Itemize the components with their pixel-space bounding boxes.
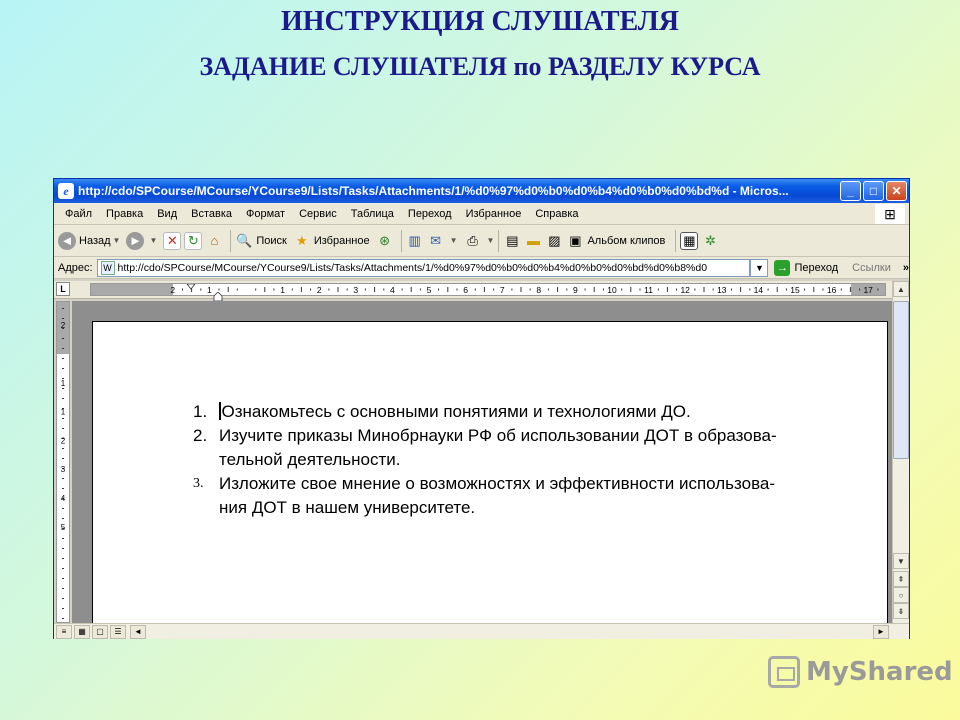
ruler-tick: [383, 289, 384, 291]
go-arrow-icon: →: [774, 260, 790, 276]
ruler-tick: [667, 287, 668, 292]
chevron-down-icon: ▼: [486, 236, 495, 245]
vruler-tick: [62, 608, 64, 609]
vruler-tick: [62, 318, 64, 319]
ruler-tick: [694, 289, 695, 291]
vruler-tick: [62, 548, 64, 549]
double-down-icon: ⇟: [897, 606, 905, 616]
menu-help[interactable]: Справка: [535, 207, 579, 220]
ruler-tick: [273, 289, 274, 291]
ruler-tick: [374, 287, 375, 292]
close-button[interactable]: ✕: [886, 181, 907, 201]
forward-arrow-icon: ►: [126, 232, 144, 250]
toolbar-divider: [230, 230, 231, 252]
vruler-tick: [62, 348, 64, 349]
ie-icon: e: [58, 183, 74, 199]
ruler-tick: [786, 289, 787, 291]
list-item-number: 3.: [193, 476, 204, 491]
back-button[interactable]: [58, 232, 120, 250]
list-item-line: тельной деятельности.: [219, 450, 401, 469]
vruler-tick: [62, 518, 64, 519]
home-icon[interactable]: ⌂: [210, 233, 219, 248]
vruler-number: 2: [60, 436, 66, 446]
menu-go[interactable]: Переход: [407, 207, 452, 220]
vertical-scrollbar[interactable]: [892, 281, 909, 623]
back-label: Назад: [79, 234, 111, 247]
address-dropdown-button[interactable]: [750, 259, 768, 277]
document-area: [72, 301, 892, 623]
menu-bar: [54, 203, 909, 225]
chevron-down-icon: ▼: [449, 236, 458, 245]
vertical-ruler[interactable]: [56, 301, 70, 623]
ruler-number: 1: [207, 285, 212, 295]
ruler-tick: [731, 289, 732, 291]
ruler-left-margin: [91, 284, 176, 295]
ruler-tick: [292, 289, 293, 291]
ruler-tick: [813, 287, 814, 292]
vruler-tick: [62, 428, 64, 429]
vruler-tick: [62, 308, 64, 309]
address-value: http://cdo/SPCourse/MCourse/YCourse9/Lists/Tasks/Attachments/1/%d0%97%d0%b0%d0%b4%d0%b0%d0%bd%d0%b8%d0: [117, 261, 708, 274]
vruler-tick: [62, 388, 64, 389]
ruler-tick: [713, 289, 714, 291]
address-input[interactable]: [97, 259, 751, 277]
vruler-tick: [62, 598, 64, 599]
previous-page-button[interactable]: [893, 571, 909, 587]
list-item-text: [219, 400, 691, 424]
ruler-number: 9: [573, 285, 578, 295]
ruler-tick: [493, 289, 494, 291]
menu-tools[interactable]: Сервис: [299, 207, 337, 220]
list-item-text: [219, 472, 775, 520]
ruler-tick: [658, 289, 659, 291]
ruler-number: 13: [717, 285, 727, 295]
ruler-tick: [484, 287, 485, 292]
vruler-tick: [62, 478, 64, 479]
document-page[interactable]: [92, 321, 888, 623]
chevron-down-icon: ▼: [149, 236, 158, 245]
ruler-tick: [823, 289, 824, 291]
address-label: Адрес:: [58, 261, 93, 274]
ruler-number: 5: [426, 285, 432, 295]
mail-icon[interactable]: ✉: [430, 232, 442, 248]
ruler-tick: [603, 289, 604, 291]
word-view-icon[interactable]: ▦: [680, 232, 698, 250]
ruler-number: 3: [353, 285, 359, 295]
vruler-tick: [62, 508, 64, 509]
ruler-number: 2: [316, 285, 322, 295]
menu-format[interactable]: Формат: [246, 207, 286, 220]
ruler-number: 16: [826, 285, 837, 295]
window-titlebar[interactable]: [54, 179, 909, 203]
print-icon[interactable]: ⎙: [467, 232, 478, 248]
slide-title-2: ЗАДАНИЕ СЛУШАТЕЛЯ по РАЗДЕЛУ КУРСА: [199, 52, 761, 81]
research-icon[interactable]: ▥: [408, 232, 421, 248]
page-icon: W: [101, 261, 115, 275]
chevron-down-icon: ▼: [897, 556, 905, 566]
normal-view-button[interactable]: ≡: [56, 625, 72, 639]
vruler-number: 2: [60, 321, 66, 331]
myshared-logo: [768, 656, 953, 688]
vruler-tick: [62, 578, 64, 579]
ruler-number: 12: [680, 285, 690, 295]
ruler-tick: [328, 289, 329, 291]
menu-insert[interactable]: Вставка: [191, 207, 233, 220]
circle-icon: ○: [898, 590, 904, 600]
favorites-label: Избранное: [313, 234, 370, 247]
vruler-tick: [62, 568, 64, 569]
horizontal-ruler[interactable]: [90, 283, 886, 296]
toolbar-divider: [401, 230, 402, 252]
address-bar: [54, 257, 909, 279]
ruler-tick: [530, 289, 531, 291]
menu-edit[interactable]: Правка: [106, 207, 144, 220]
chevron-right-icon: ►: [877, 627, 885, 636]
forward-button[interactable]: [126, 232, 157, 250]
ruler-tick: [749, 289, 750, 291]
go-label: Переход: [794, 261, 839, 274]
go-button[interactable]: [774, 260, 838, 276]
list-item-line: Изложите свое мнение о возможностях и эффективности использова-: [219, 474, 776, 493]
vruler-tick: [62, 418, 64, 419]
toolbar-divider: [675, 230, 676, 252]
ruler-tick: [548, 289, 549, 291]
vruler-tick: [62, 588, 64, 589]
ruler-tick: [877, 289, 878, 291]
ruler-tick: [447, 287, 448, 292]
window-title: http://cdo/SPCourse/MCourse/YCourse9/Lists/Tasks/Attachments/1/%d0%97%d0%b0%d0%b4%d0%b0%d0%bd%d - Micros...: [78, 184, 789, 198]
ruler-tick: [475, 289, 476, 291]
toolbar-more-button[interactable]: »: [902, 261, 909, 274]
ruler-tick: [264, 287, 265, 292]
vruler-tick: [62, 358, 64, 359]
vruler-number: 5: [60, 522, 66, 532]
ruler-tick: [301, 287, 302, 292]
list-item: [193, 400, 843, 424]
toolbar-divider: [498, 230, 499, 252]
logo-text: MyShared: [806, 657, 953, 687]
ruler-tick: [557, 287, 558, 292]
history-icon[interactable]: ⊛: [379, 232, 391, 248]
first-line-indent-marker: [187, 284, 195, 289]
ruler-tick: [585, 289, 586, 291]
stop-icon[interactable]: ✕: [163, 232, 181, 250]
ruler-tick: [420, 289, 421, 291]
list-item-line: Изучите приказы Минобрнауки РФ об использовании ДОТ в образова-: [219, 426, 777, 445]
back-arrow-icon: ◄: [58, 232, 76, 250]
vruler-tick: [62, 538, 64, 539]
list-item: [193, 472, 843, 520]
ruler-tick: [676, 289, 677, 291]
list-item-number: 1.: [193, 402, 208, 421]
ruler-tick: [740, 287, 741, 292]
chevron-down-icon: ▼: [112, 236, 121, 245]
scroll-right-button[interactable]: [873, 625, 889, 639]
ruler-tick: [402, 289, 403, 291]
vruler-tick: [62, 488, 64, 489]
ruler-number: 14: [753, 285, 764, 295]
tab-stop-selector[interactable]: L: [56, 282, 70, 296]
ruler-tick: [841, 289, 842, 291]
ruler-tick: [310, 289, 311, 291]
search-label: Поиск: [256, 234, 287, 247]
list-item-line: Ознакомьтесь с основными понятиями и технологиями ДО.: [221, 402, 691, 421]
vruler-number: 1: [60, 378, 66, 388]
horizontal-ruler-row: [54, 281, 909, 299]
windows-flag-icon: ⊞: [875, 204, 905, 224]
scroll-up-button[interactable]: [893, 281, 909, 297]
scroll-left-button[interactable]: [130, 625, 146, 639]
double-up-icon: ⇞: [897, 574, 905, 584]
search-icon: 🔍: [236, 232, 253, 248]
chevron-up-icon: ▲: [897, 284, 905, 294]
clip-album-label: Альбом клипов: [587, 234, 666, 247]
browse-object-button[interactable]: [893, 587, 909, 603]
menu-favorites[interactable]: Избранное: [465, 207, 522, 220]
note-icon[interactable]: ▬: [526, 233, 540, 248]
ruler-tick: [457, 289, 458, 291]
text-cursor: [219, 402, 221, 420]
horizontal-scrollbar: [54, 623, 909, 639]
clip-album-button[interactable]: [566, 232, 665, 250]
scroll-thumb[interactable]: [893, 301, 909, 459]
maximize-button[interactable]: □: [863, 181, 884, 201]
ruler-number: 15: [790, 285, 800, 295]
ruler-tick: [850, 287, 851, 292]
print-layout-button[interactable]: ▢: [92, 625, 108, 639]
ruler-tick: [594, 287, 595, 292]
browser-window: [53, 178, 910, 639]
list-item-text: [219, 424, 777, 472]
logo-mark-icon: [768, 656, 800, 688]
vruler-tick: [62, 458, 64, 459]
search-button[interactable]: [235, 232, 286, 250]
ruler-number: 17: [863, 285, 873, 295]
menu-file[interactable]: Файл: [65, 207, 93, 220]
vruler-tick: [62, 398, 64, 399]
ruler-tick: [338, 287, 339, 292]
ruler-tick: [640, 289, 641, 291]
ruler-tick: [255, 289, 256, 291]
picture-icon[interactable]: ▨: [548, 232, 561, 248]
menu-view[interactable]: Вид: [157, 207, 178, 220]
chevron-down-icon: ▼: [755, 262, 764, 273]
ruler-tick: [630, 287, 631, 292]
star-icon: ★: [296, 232, 308, 248]
edit-icon[interactable]: ▤: [506, 232, 519, 248]
ruler-number: 7: [499, 285, 505, 295]
horizontal-scroll-track[interactable]: [146, 625, 871, 639]
outline-view-button[interactable]: ☰: [110, 625, 126, 639]
vruler-number: 1: [60, 407, 66, 417]
ruler-tick: [411, 287, 412, 292]
chevron-left-icon: ◄: [134, 627, 142, 636]
ruler-tick: [521, 287, 522, 292]
messenger-icon[interactable]: ✲: [704, 232, 716, 248]
ruler-number: 2: [170, 285, 176, 295]
vruler-number: 3: [60, 465, 66, 475]
standard-toolbar: [54, 225, 909, 257]
ruler-tick: [566, 289, 567, 291]
vruler-tick: [62, 338, 64, 339]
ruler-ticks: [182, 287, 878, 292]
ruler-tick: [228, 287, 229, 292]
scroll-down-button[interactable]: [893, 553, 909, 569]
ruler-tick: [347, 289, 348, 291]
ruler-number: 1: [280, 285, 285, 295]
ruler-tick: [777, 287, 778, 292]
minimize-button[interactable]: _: [840, 181, 861, 201]
ruler-tick: [219, 289, 220, 291]
favorites-button[interactable]: [293, 232, 370, 250]
ruler-tick: [200, 289, 201, 291]
list-item-line: ния ДОТ в нашем университете.: [219, 498, 476, 517]
ruler-tick: [511, 289, 512, 291]
vruler-ticks: [62, 308, 64, 619]
ruler-number: 10: [607, 285, 617, 295]
ruler-number: 11: [644, 285, 654, 295]
task-list: [193, 400, 843, 520]
ruler-tick: [438, 289, 439, 291]
web-layout-button[interactable]: ▦: [74, 625, 90, 639]
ruler-tick: [237, 289, 238, 291]
ruler-tick: [768, 289, 769, 291]
ruler-number: 4: [390, 285, 395, 295]
vruler-tick: [62, 558, 64, 559]
ruler-number: 8: [536, 285, 542, 295]
ruler-tick: [365, 289, 366, 291]
ruler-tick: [704, 287, 705, 292]
vruler-tick: [62, 618, 64, 619]
vruler-tick: [62, 448, 64, 449]
slide-title-1: ИНСТРУКЦИЯ СЛУШАТЕЛЯ: [280, 6, 679, 37]
vruler-tick: [62, 368, 64, 369]
ruler-tick: [621, 289, 622, 291]
clip-album-icon: ▣: [569, 232, 582, 248]
ruler-tick: [182, 289, 183, 291]
ruler-tick: [859, 289, 860, 291]
refresh-icon[interactable]: ↻: [184, 232, 202, 250]
ruler-tick: [804, 289, 805, 291]
ruler-number: 6: [463, 285, 468, 295]
vruler-number: 4: [60, 494, 66, 503]
list-item-number: 2.: [193, 426, 208, 445]
menu-table[interactable]: Таблица: [350, 207, 394, 220]
next-page-button[interactable]: [893, 603, 909, 619]
links-label[interactable]: Ссылки: [852, 261, 891, 274]
list-item: [193, 424, 843, 472]
